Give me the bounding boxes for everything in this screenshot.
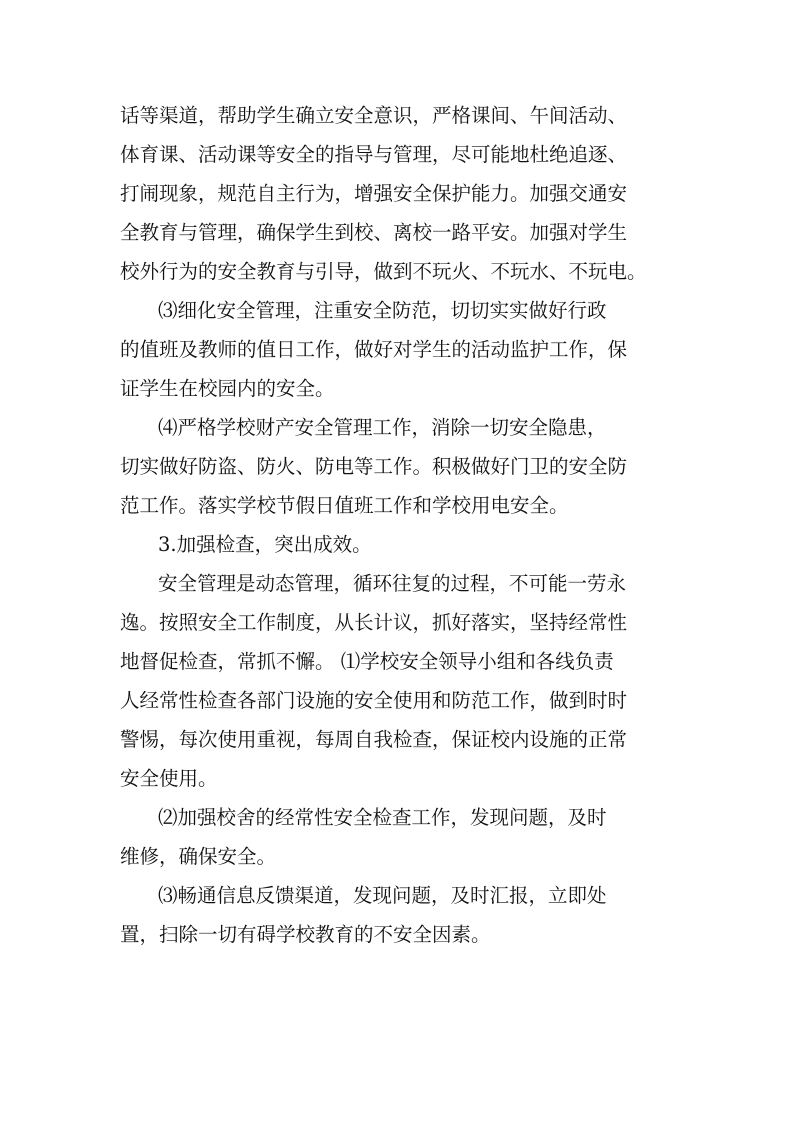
text-line: 范工作。落实学校节假日值班工作和学校用电安全。: [120, 494, 569, 517]
text-line: 维修，确保安全。: [120, 845, 277, 868]
document-body: [120, 96, 680, 954]
section-heading: 3.加强检查，突出成效。: [158, 533, 372, 556]
text-line: 话等渠道，帮助学生确立安全意识，严格课间、午间活动、: [120, 104, 628, 127]
paragraph-start-line: ⑷严格学校财产安全管理工作，消除一切安全隐患，: [158, 416, 607, 439]
text-line: 全教育与管理，确保学生到校、离校一路平安。加强对学生: [120, 221, 628, 244]
paragraph-start-line: 安全管理是动态管理，循环往复的过程，不可能一劳永: [158, 572, 627, 595]
text-line: 校外行为的安全教育与引导，做到不玩火、不玩水、不玩电。: [120, 260, 647, 283]
text-line: 逸。按照安全工作制度，从长计议，抓好落实，坚持经常性: [120, 611, 628, 634]
paragraph-start-line: ⑶畅通信息反馈渠道，发现问题，及时汇报，立即处: [158, 884, 607, 907]
text-line: 地督促检查，常抓不懈。 ⑴学校安全领导小组和各线负责: [120, 650, 614, 673]
text-line: 的值班及教师的值日工作，做好对学生的活动监护工作，保: [120, 338, 628, 361]
text-line: 安全使用。: [120, 767, 218, 790]
text-line: 证学生在校园内的安全。: [120, 377, 335, 400]
text-line: 打闹现象，规范自主行为，增强安全保护能力。加强交通安: [120, 182, 628, 205]
text-line: 切实做好防盗、防火、防电等工作。积极做好门卫的安全防: [120, 455, 628, 478]
text-line: 人经常性检查各部门设施的安全使用和防范工作，做到时时: [120, 689, 628, 712]
paragraph-start-line: ⑶细化安全管理，注重安全防范，切切实实做好行政: [158, 299, 607, 322]
text-line: 置，扫除一切有碍学校教育的不安全因素。: [120, 923, 491, 946]
text-line: 体育课、活动课等安全的指导与管理，尽可能地杜绝追逐、: [120, 143, 628, 166]
text-line: 警惕，每次使用重视，每周自我检查，保证校内设施的正常: [120, 728, 628, 751]
paragraph-start-line: ⑵加强校舍的经常性安全检查工作，发现问题，及时: [158, 806, 607, 829]
